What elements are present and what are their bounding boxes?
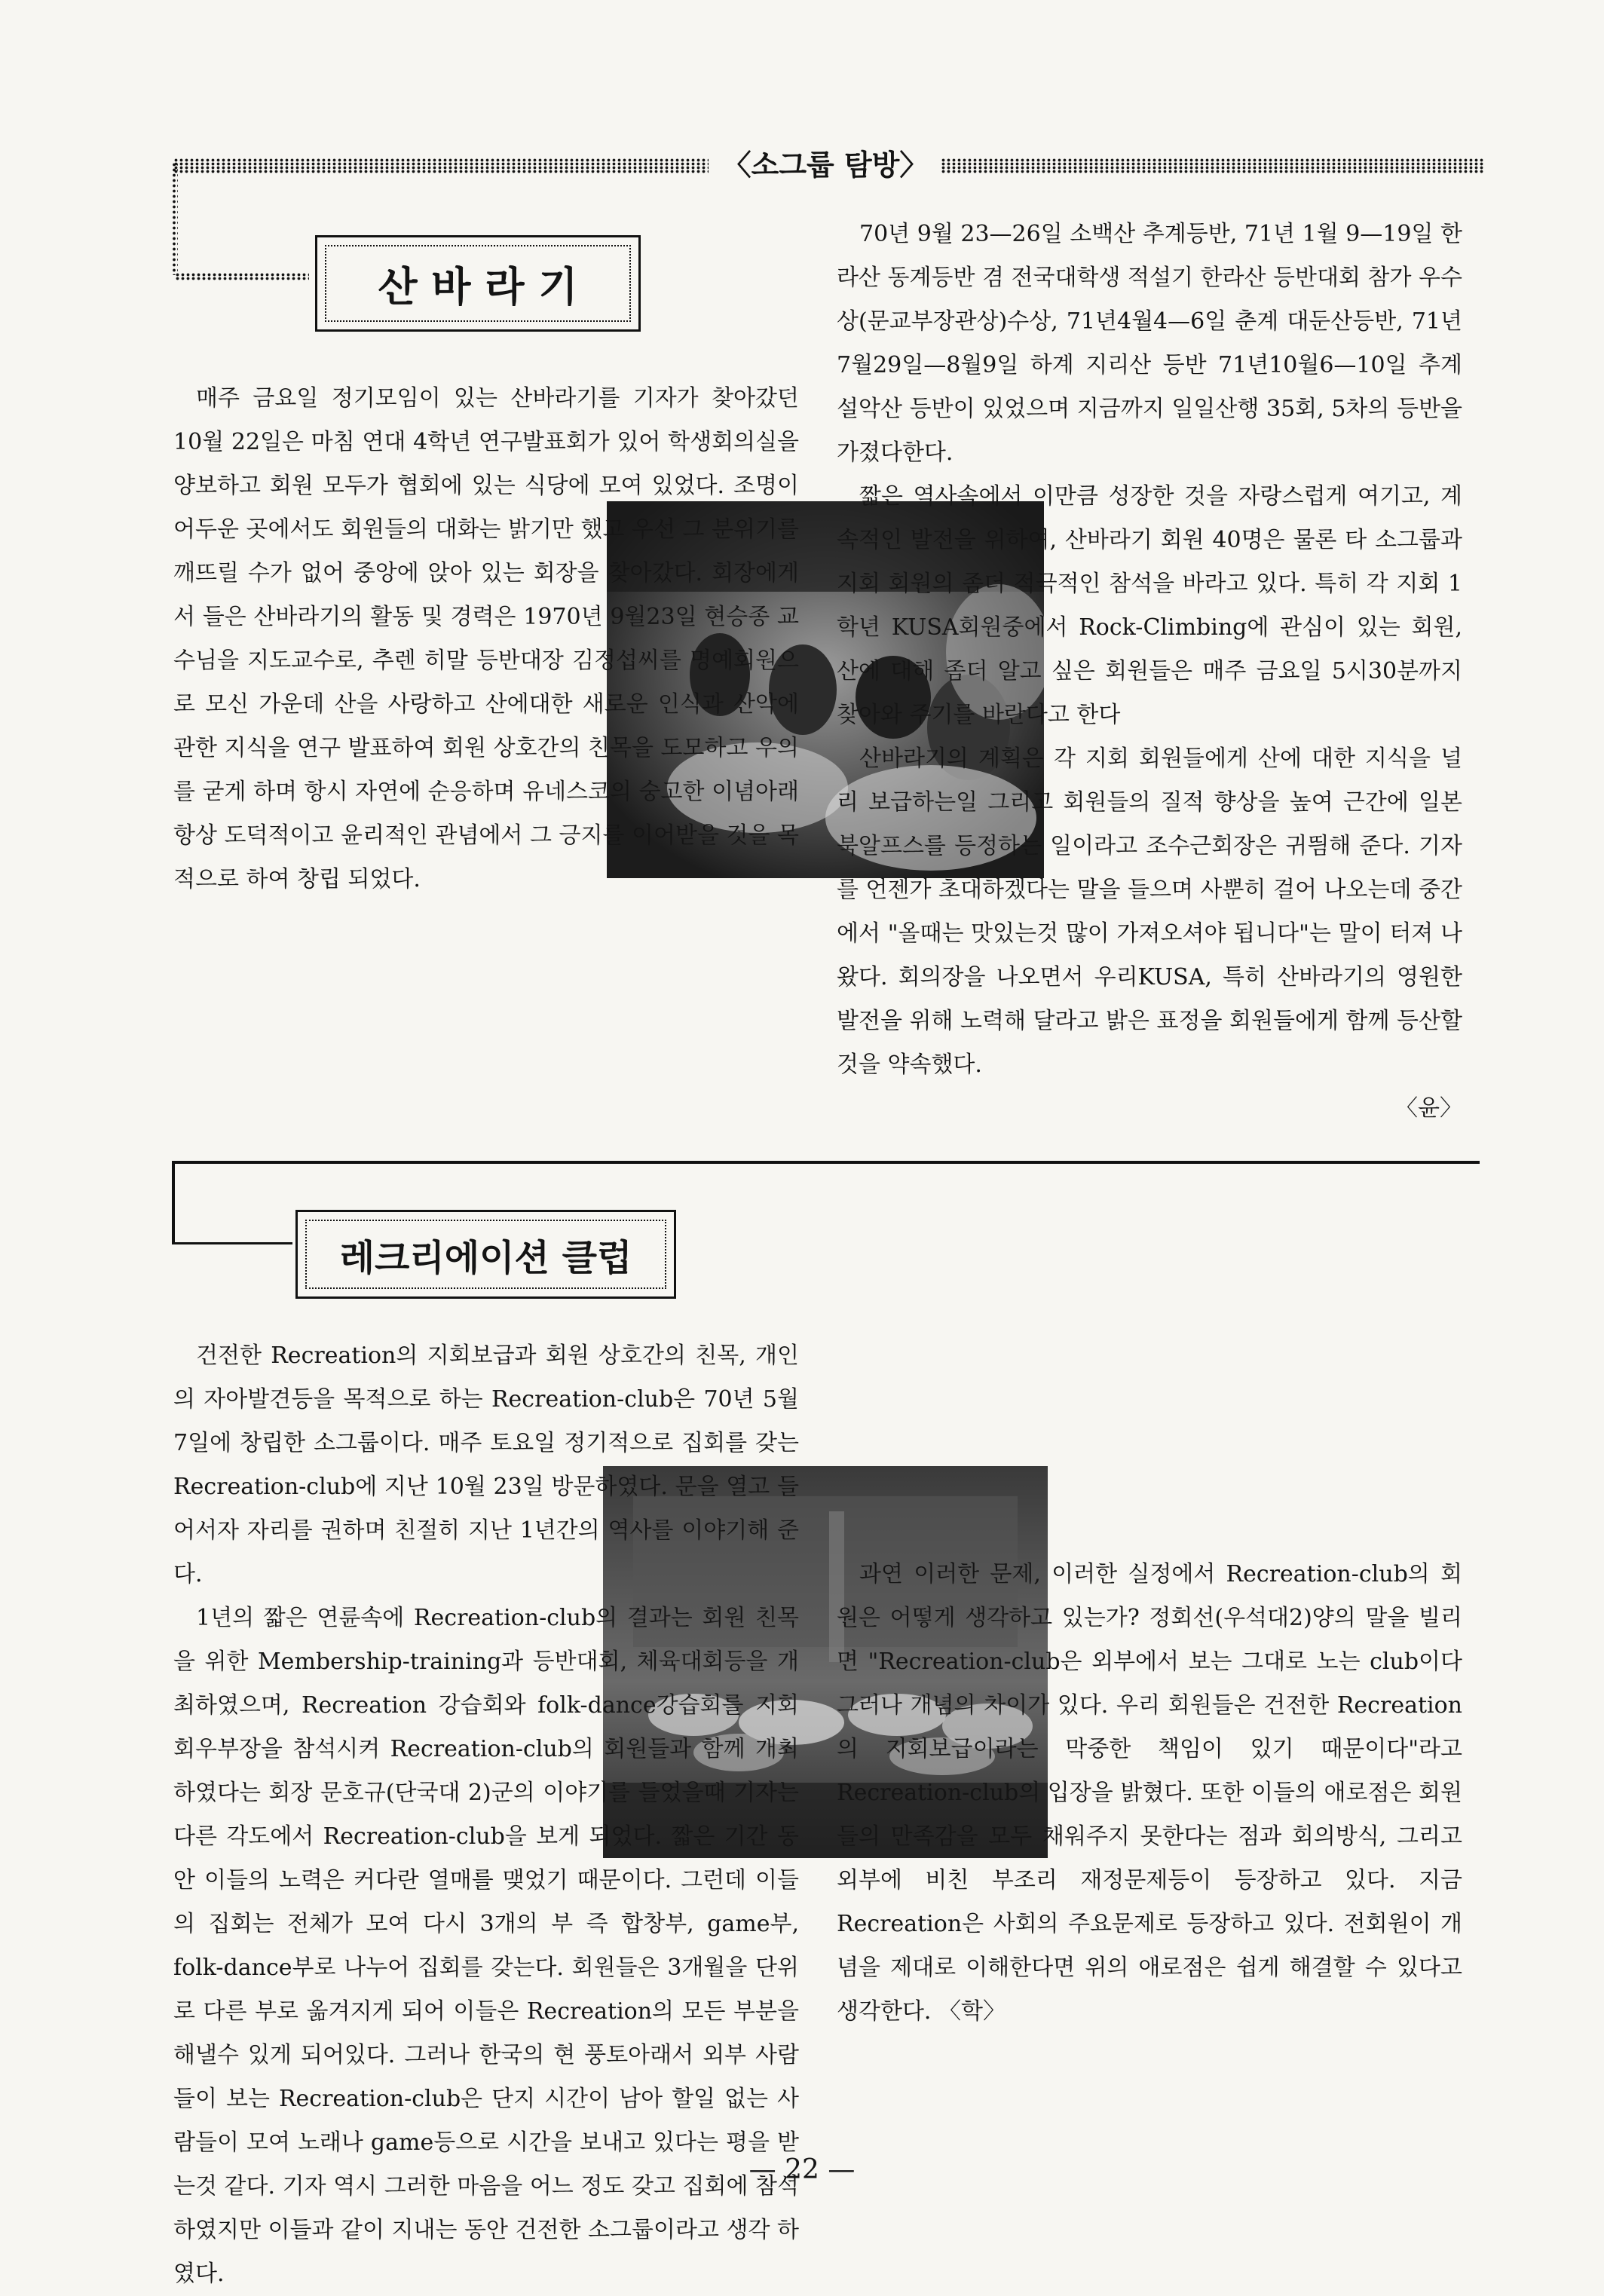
article2-right-column <box>837 1553 1462 2034</box>
article2-title-box <box>295 1210 676 1299</box>
article1-signature: 〈윤〉 <box>1395 1095 1462 1122</box>
article1-title-box <box>315 235 641 332</box>
article-divider <box>172 1161 1480 1164</box>
article2-title: 레크리에이션 클럽 <box>305 1220 666 1289</box>
article2-signature: 〈학〉 <box>938 1998 1006 2025</box>
article1-paragraph-1: 매주 금요일 정기모임이 있는 산바라기를 기자가 찾아갔던 10월 22일은 마침 연대 4학년 연구발표회가 있어 학생회의실을 양보하고 회원 모두가 협회에 있는 식당에 모여 있었다. 조명이 어두운 곳에서도 회원들의 대화는 밝기만 했고 우선 그 분위기를 깨뜨릴 수가 없어 중앙에 앉아 있는 회장을 찾아갔다. 회장에게서 들은 산바라기의 활동 및 경력은 1970년 9월23일 현승종 교수님을 지도교수로, 추렌 히말 등반대장 김정섭씨를 명예회원으로 모신 가운데 산을 사랑하고 산에대한 새로운 인식과 산악에 관한 지식을 연구 발표하여 회원 상호간의 친목을 도모하고 우의를 굳게 하며 항시 자연에 순응하며 유네스코의 숭고한 이념아래 항상 도덕적이고 윤리적인 관념에서 그 긍지를 이어받을 것을 목적으로 하여 창립 되었다. <box>173 385 799 892</box>
article2-left-column <box>173 1334 799 2296</box>
article1-left-column <box>173 377 799 902</box>
article1-right-column <box>837 213 1462 1131</box>
section-header: 〈소그룹 탐방〉 <box>722 148 929 182</box>
page-number: — 22 — <box>748 2154 856 2185</box>
article1-title: 산 바 라 기 <box>325 245 631 322</box>
article2-paragraph-2: 1년의 짧은 연륜속에 Recreation-club의 결과는 회원 친목을 위한 Membership-training과 등반대회, 체육대회등을 개최하였으며, Recreation 강습회와 folk-dance강습회를 지회 회우부장을 참석시켜 Recreation-club의 회원들과 함께 개최하였다는 회장 문호규(단국대 2)군의 이야기를 들었을때 기자는 다른 각도에서 Recreation-club을 보게 되었다. 짧은 기간 동안 이들의 노력은 커다란 열매를 맺었기 때문이다. 그런데 이들의 집회는 전체가 모여 다시 3개의 부 즉 합창부, game부, folk-dance부로 나누어 집회를 갖는다. 회원들은 3개월을 단위로 다른 부로 옮겨지게 되어 이들은 Recreation의 모든 부분을 해낼수 있게 되어있다. 그러나 한국의 현 풍토아래서 외부 사람들이 보는 Recreation-club은 단지 시간이 남아 할일 없는 사람들이 모여 노래나 game등으로 시간을 보내고 있다는 평을 받는것 같다. 기자 역시 그러한 마음을 어느 정도 갖고 집회에 참석하였지만 이들과 같이 지내는 동안 건전한 소그룹이라고 생각 하였다. <box>173 1605 799 2287</box>
article1-paragraph-3: 짧은 역사속에서 이만큼 성장한 것을 자랑스럽게 여기고, 계속적인 발전을 위하여, 산바라기 회원 40명은 물론 타 소그룹과 지회 회원의 좀더 적극적인 참석을 바라고 있다. 특히 각 지회 1학년 KUSA회원중에서 Rock-Climbing에 관심이 있는 회원, 산에 대해 좀더 알고 싶은 회원들은 매주 금요일 5시30분까지 찾아와 주기를 바란다고 한다 <box>837 483 1462 728</box>
article1-paragraph-4: 산바라기의 계획은 각 지회 회원들에게 산에 대한 지식을 널리 보급하는일 그리고 회원들의 질적 향상을 높여 근간에 일본 북알프스를 등정하는 일이라고 조수근회장은 귀띔해 준다. 기자를 언젠가 초대하겠다는 말을 들으며 사뿐히 걸어 나오는데 중간에서 "올때는 맛있는것 많이 가져오셔야 됩니다"는 말이 터져 나왔다. 회의장을 나오면서 우리KUSA, 특히 산바라기의 영원한 발전을 위해 노력해 달라고 밝은 표정을 회원들에게 함께 등산할 것을 약속했다. <box>837 745 1462 1078</box>
article2-paragraph-3: 과연 이러한 문제, 이러한 실정에서 Recreation-club의 회원은 어떻게 생각하고 있는가? 정회선(우석대2)양의 말을 빌리면 "Recreation-club은 외부에서 보는 그대로 노는 club이다 그러나 개념의 차이가 있다. 우리 회원들은 건전한 Recreation의 지회보급이라는 막중한 책임이 있기 때문이다"라고 Recreation-club의 입장을 밝혔다. 또한 이들의 애로점은 회원들의 만족감을 모두 채워주지 못한다는 점과 회의방식, 그리고 외부에 비친 부조리 재정문제등이 등장하고 있다. 지금 Recreation은 사회의 주요문제로 등장하고 있다. 전회원이 개념을 제대로 이해한다면 위의 애로점은 쉽게 해결할 수 있다고 생각한다. <box>837 1561 1462 2025</box>
article1-paragraph-2: 70년 9월 23—26일 소백산 추계등반, 71년 1월 9—19일 한라산 동계등반 겸 전국대학생 적설기 한라산 등반대회 참가 우수상(문교부장관상)수상, 71년4월4—6일 춘계 대둔산등반, 71년7월29일—8월9일 하계 지리산 등반 71년10월6—10일 추계 설악산 등반이 있었으며 지금까지 일일산행 35회, 5차의 등반을 가졌다한다. <box>837 221 1462 466</box>
article2-paragraph-1: 건전한 Recreation의 지회보급과 회원 상호간의 친목, 개인의 자아발견등을 목적으로 하는 Recreation-club은 70년 5월 7일에 창립한 소그룹이다. 매주 토요일 정기적으로 집회를 갖는 Recreation-club에 지난 10월 23일 방문하였다. 문을 열고 들어서자 자리를 권하며 친절히 지난 1년간의 역사를 이야기해 준다. <box>173 1342 799 1587</box>
